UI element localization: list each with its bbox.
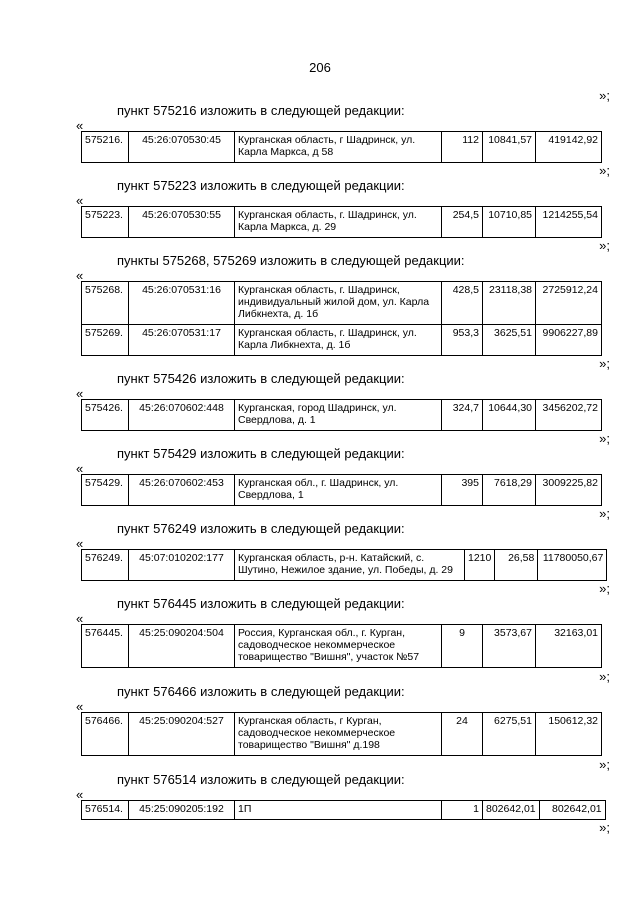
- cadastral-number: 45:26:070531:16: [129, 282, 235, 325]
- open-quote: «: [76, 193, 84, 208]
- area: 395: [442, 475, 483, 506]
- data-table: [81, 549, 607, 581]
- open-quote: «: [76, 611, 84, 626]
- open-quote: «: [76, 118, 84, 133]
- open-quote: «: [76, 461, 84, 476]
- area: 112: [442, 132, 483, 163]
- section-heading: пункт 575216 изложить в следующей редакции:: [117, 103, 405, 118]
- address: Курганская область, г Шадринск, ул. Карла Маркса, д 58: [235, 132, 442, 163]
- item-number: 575216.: [82, 132, 129, 163]
- section-heading: пункт 576514 изложить в следующей редакции:: [117, 772, 405, 787]
- total: 150612,32: [536, 713, 602, 756]
- price: 3573,67: [483, 625, 536, 668]
- price: 3625,51: [483, 325, 536, 356]
- item-number: 576249.: [82, 550, 129, 581]
- close-quote: »;: [599, 163, 610, 178]
- total: 9906227,89: [536, 325, 602, 356]
- close-quote: »;: [599, 820, 610, 835]
- open-quote: «: [76, 386, 84, 401]
- data-table: [81, 800, 606, 820]
- area: 1210: [465, 550, 495, 581]
- price: 7618,29: [483, 475, 536, 506]
- close-quote: »;: [599, 431, 610, 446]
- cadastral-number: 45:26:070530:55: [129, 207, 235, 238]
- section-heading: пункт 575429 изложить в следующей редакции:: [117, 446, 405, 461]
- price: 10710,85: [483, 207, 536, 238]
- section-heading: пункт 575223 изложить в следующей редакции:: [117, 178, 405, 193]
- cadastral-number: 45:25:090204:527: [129, 713, 235, 756]
- item-number: 576445.: [82, 625, 129, 668]
- total: 32163,01: [536, 625, 602, 668]
- area: 428,5: [442, 282, 483, 325]
- area: 324,7: [442, 400, 483, 431]
- open-quote: «: [76, 536, 84, 551]
- area: 1: [442, 801, 483, 820]
- cadastral-number: 45:25:090204:504: [129, 625, 235, 668]
- close-quote: »;: [599, 669, 610, 684]
- address: Курганская обл., г. Шадринск, ул. Свердлова, 1: [235, 475, 442, 506]
- close-quote: »;: [599, 238, 610, 253]
- area: 24: [442, 713, 483, 756]
- total: 802642,01: [539, 801, 605, 820]
- close-quote: »;: [599, 356, 610, 371]
- close-quote: »;: [599, 581, 610, 596]
- table-row: [82, 282, 602, 325]
- address: 1П: [235, 801, 442, 820]
- item-number: 575268.: [82, 282, 129, 325]
- data-table: [81, 281, 602, 356]
- address: Россия, Курганская обл., г. Курган, садоводческое некоммерческое товарищество "Вишня", участок №57: [235, 625, 442, 668]
- area: 254,5: [442, 207, 483, 238]
- close-quote: »;: [599, 88, 610, 103]
- address: Курганская область, р-н. Катайский, с. Шутино, Нежилое здание, ул. Победы, д. 29: [235, 550, 465, 581]
- total: 3456202,72: [536, 400, 602, 431]
- item-number: 575426.: [82, 400, 129, 431]
- address: Курганская область, г. Шадринск, индивидуальный жилой дом, ул. Карла Либкнехта, д. 1б: [235, 282, 442, 325]
- table-row: [82, 325, 602, 356]
- section-heading: пункт 575426 изложить в следующей редакции:: [117, 371, 405, 386]
- price: 26,58: [495, 550, 538, 581]
- section-heading: пункт 576249 изложить в следующей редакции:: [117, 521, 405, 536]
- item-number: 576514.: [82, 801, 129, 820]
- cadastral-number: 45:26:070531:17: [129, 325, 235, 356]
- table-row: [82, 400, 602, 431]
- section-heading: пункт 576466 изложить в следующей редакции:: [117, 684, 405, 699]
- open-quote: «: [76, 268, 84, 283]
- table-row: [82, 801, 606, 820]
- total: 2725912,24: [536, 282, 602, 325]
- item-number: 575429.: [82, 475, 129, 506]
- section-heading: пункт 576445 изложить в следующей редакции:: [117, 596, 405, 611]
- address: Курганская область, г. Шадринск, ул. Карла Либкнехта, д. 1б: [235, 325, 442, 356]
- open-quote: «: [76, 699, 84, 714]
- area: 953,3: [442, 325, 483, 356]
- price: 10644,30: [483, 400, 536, 431]
- table-row: [82, 625, 602, 668]
- cadastral-number: 45:26:070602:448: [129, 400, 235, 431]
- total: 3009225,82: [536, 475, 602, 506]
- item-number: 576466.: [82, 713, 129, 756]
- data-table: [81, 206, 602, 238]
- data-table: [81, 712, 602, 756]
- open-quote: «: [76, 787, 84, 802]
- item-number: 575269.: [82, 325, 129, 356]
- table-row: [82, 713, 602, 756]
- total: 11780050,67: [538, 550, 607, 581]
- address: Курганская, город Шадринск, ул. Свердлова, д. 1: [235, 400, 442, 431]
- price: 802642,01: [483, 801, 540, 820]
- total: 419142,92: [536, 132, 602, 163]
- table-row: [82, 475, 602, 506]
- address: Курганская область, г. Шадринск, ул. Карла Маркса, д. 29: [235, 207, 442, 238]
- section-heading: пункты 575268, 575269 изложить в следующей редакции:: [117, 253, 465, 268]
- data-table: [81, 474, 602, 506]
- data-table: [81, 131, 602, 163]
- table-row: [82, 550, 607, 581]
- close-quote: »;: [599, 757, 610, 772]
- table-row: [82, 207, 602, 238]
- price: 10841,57: [483, 132, 536, 163]
- cadastral-number: 45:26:070602:453: [129, 475, 235, 506]
- cadastral-number: 45:25:090205:192: [129, 801, 235, 820]
- table-row: [82, 132, 602, 163]
- page-number: 206: [309, 60, 331, 75]
- address: Курганская область, г Курган, садоводческое некоммерческое товарищество "Вишня" д.198: [235, 713, 442, 756]
- area: 9: [442, 625, 483, 668]
- item-number: 575223.: [82, 207, 129, 238]
- cadastral-number: 45:07:010202:177: [129, 550, 235, 581]
- total: 1214255,54: [536, 207, 602, 238]
- cadastral-number: 45:26:070530:45: [129, 132, 235, 163]
- close-quote: »;: [599, 506, 610, 521]
- price: 23118,38: [483, 282, 536, 325]
- price: 6275,51: [483, 713, 536, 756]
- data-table: [81, 624, 602, 668]
- data-table: [81, 399, 602, 431]
